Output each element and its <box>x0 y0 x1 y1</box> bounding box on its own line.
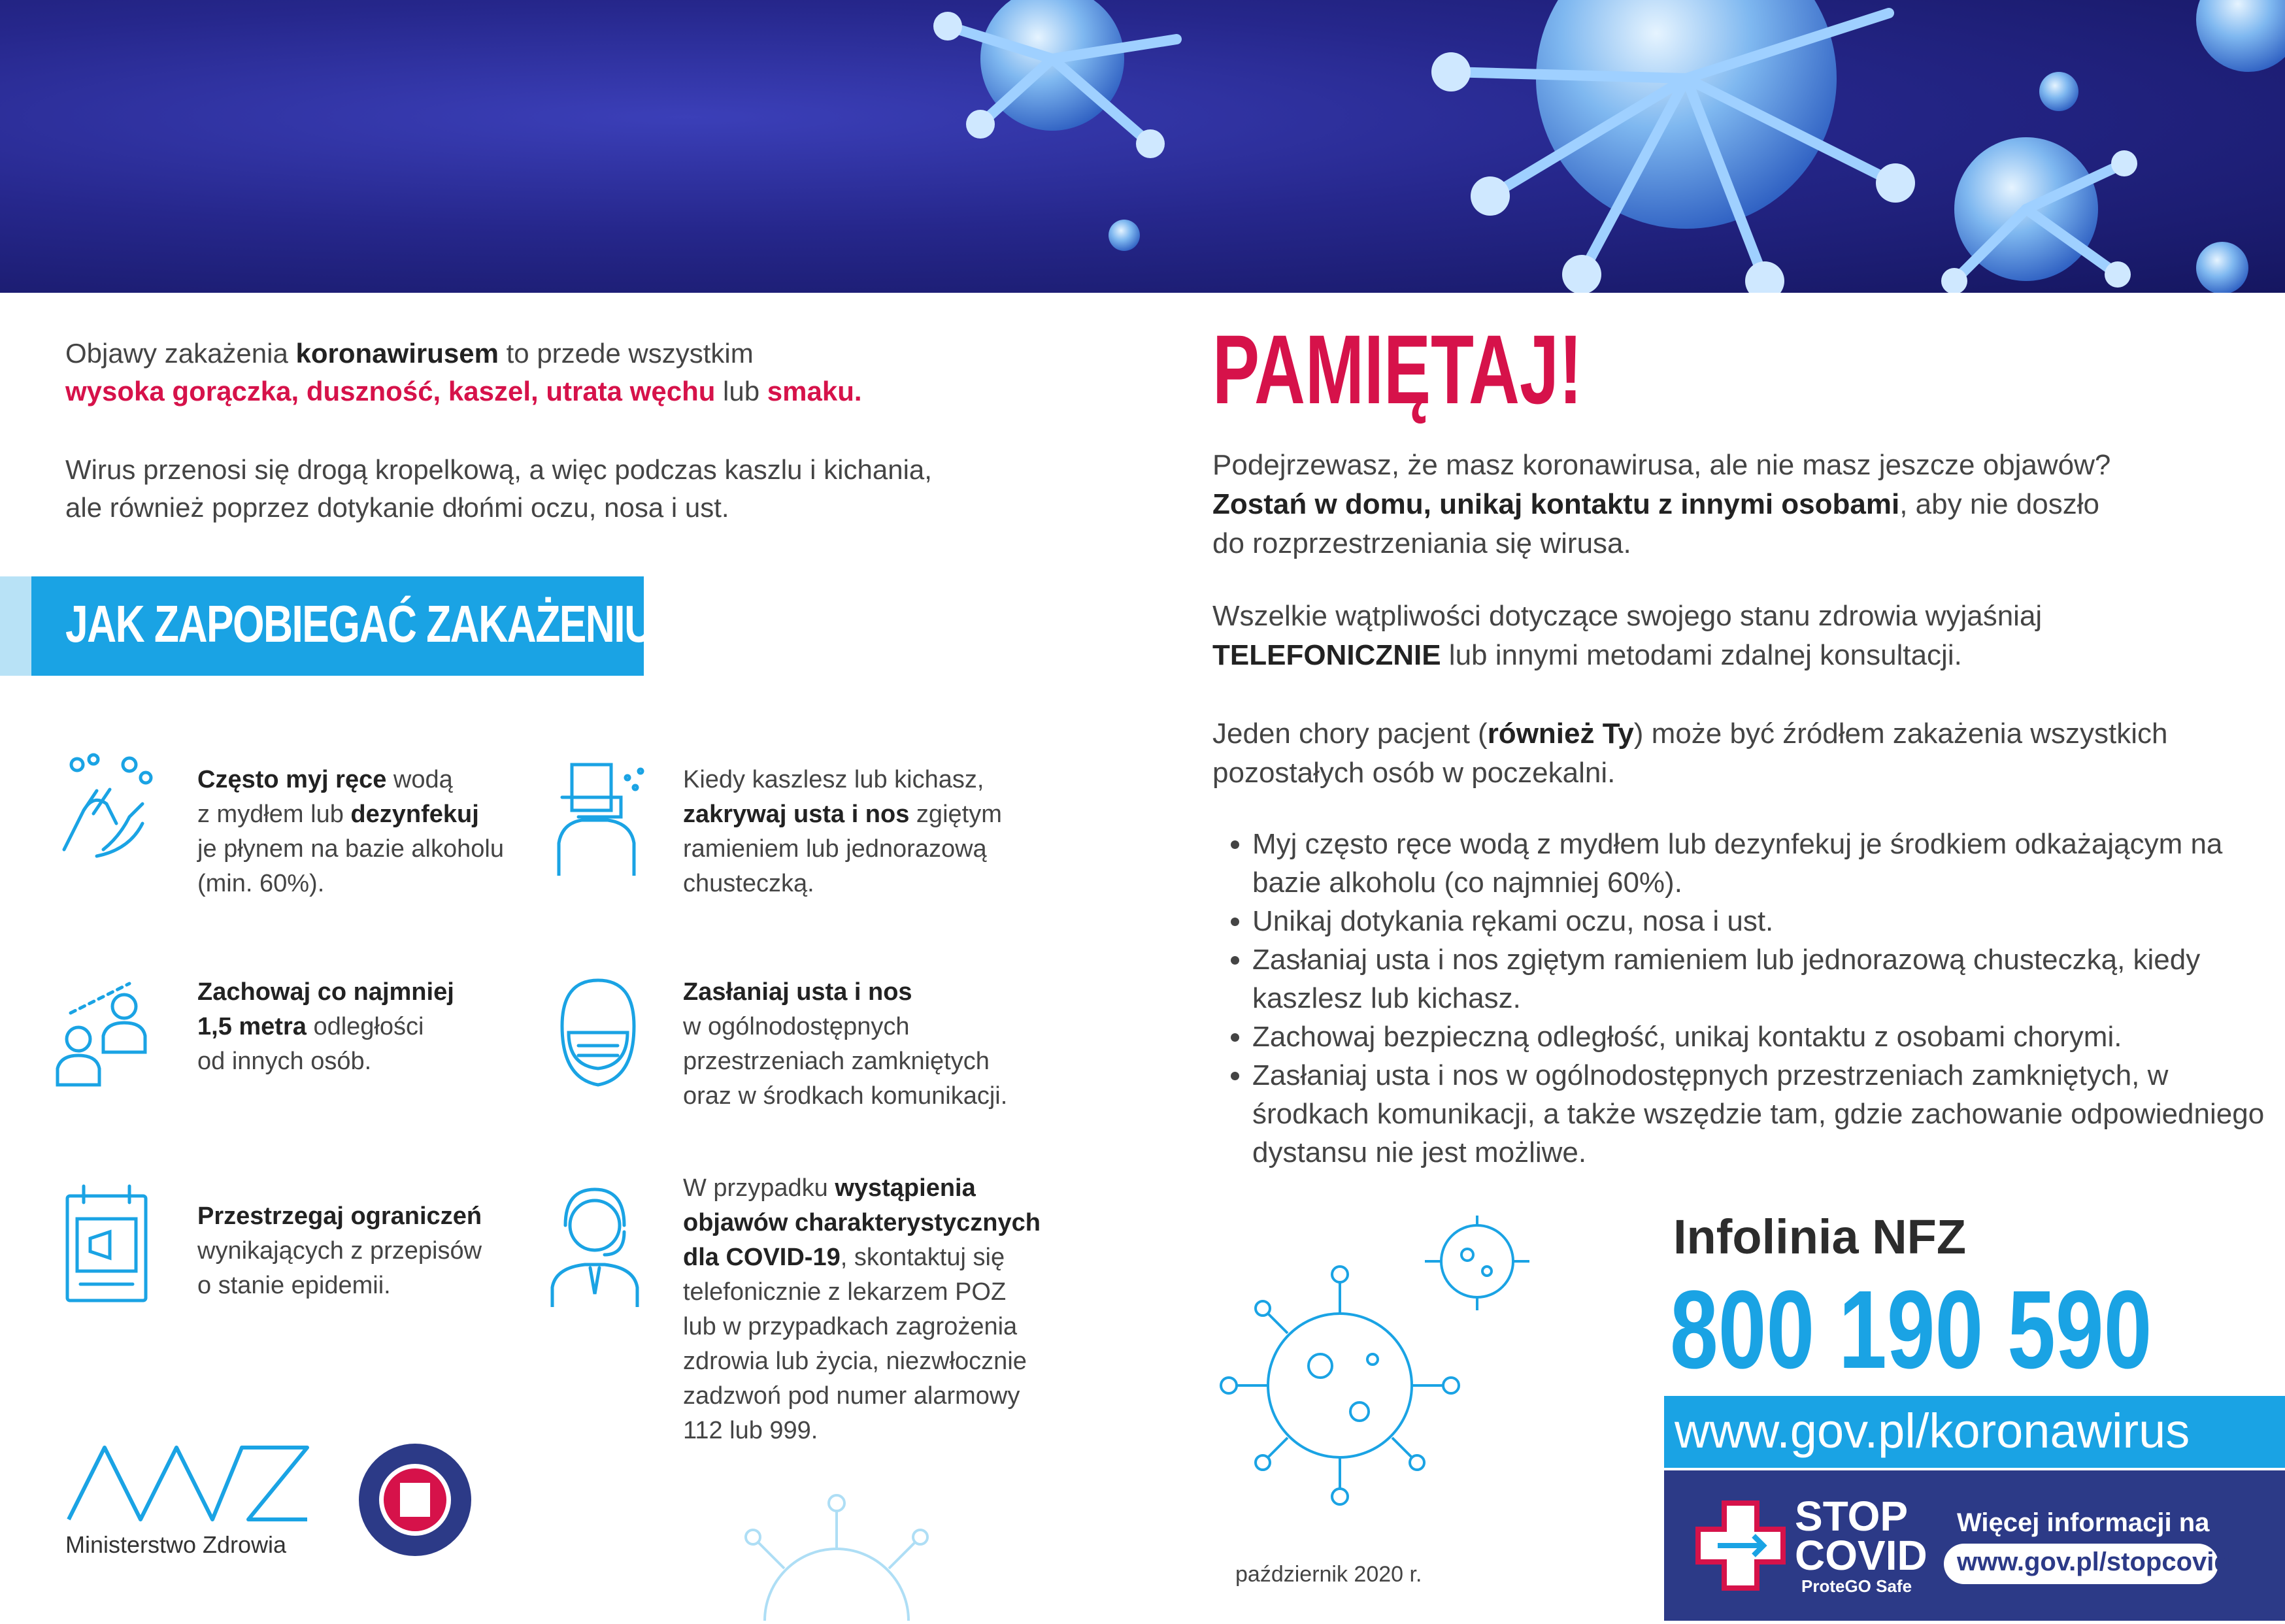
announcement-board-icon <box>58 1183 156 1307</box>
remember-text: ) może być źródłem zakażenia wszystkich <box>1633 718 2168 750</box>
stopcovid-banner <box>1664 1470 2285 1621</box>
remember-bold: również Ty <box>1487 718 1634 750</box>
tip-restrictions <box>197 1199 563 1303</box>
tip-bold: dla COVID-19 <box>683 1244 841 1271</box>
list-item: • Zasłaniaj usta i nos w ogólnodostępnych przestrzeniach zamkniętych, w środkach komunikacji, a także wszędzie tam, gdzie zachowanie odpowiedniego dystansu nie jest możliwe. <box>1252 1056 2272 1172</box>
cough-elbow-icon <box>549 752 647 876</box>
distance-icon <box>51 967 149 1091</box>
tip-text: zdrowia lub życia, niezwłocznie <box>683 1348 1027 1375</box>
tip-text: od innych osób. <box>197 1048 372 1075</box>
remember-text: Jeden chory pacjent ( <box>1212 718 1488 750</box>
remember-para-2 <box>1212 597 2258 675</box>
ministry-label: Ministerstwo Zdrowia <box>65 1531 287 1558</box>
stopcovid-line: STOP <box>1795 1493 1909 1540</box>
infoline-label: Infolinia NFZ <box>1673 1210 1967 1264</box>
tip-text: 112 lub 999. <box>683 1417 818 1444</box>
tip-text: Kiedy kaszlesz lub kichasz, <box>683 766 984 793</box>
infoline-number: 800 190 590 <box>1670 1268 2152 1392</box>
list-item: • Zachowaj bezpieczną odległość, unikaj kontaktu z osobami chorymi. <box>1252 1018 2272 1056</box>
tip-text: , skontaktuj się <box>840 1244 1005 1271</box>
tip-text: odległości <box>306 1013 424 1040</box>
tip-bold: Zasłaniaj usta i nos <box>683 978 912 1006</box>
website-link[interactable]: www.gov.pl/koronawirus <box>1675 1404 2190 1458</box>
symptoms-highlight: wysoka gorączka, duszność, kaszel, utrata węchu <box>65 376 716 406</box>
stopcovid-link[interactable]: www.gov.pl/stopcovid <box>1957 1548 2230 1576</box>
tip-distance <box>197 975 563 1079</box>
tip-text: oraz w środkach komunikacji. <box>683 1082 1008 1110</box>
tip-text: przestrzeniach zamkniętych <box>683 1048 990 1075</box>
tip-text: ramieniem lub jednorazową <box>683 835 987 863</box>
publication-date: październik 2020 r. <box>1235 1562 1422 1587</box>
remember-title: PAMIĘTAJ! <box>1212 314 1582 424</box>
tip-text: w ogólnodostępnych <box>683 1013 910 1040</box>
tip-text: lub w przypadkach zagrożenia <box>683 1313 1018 1340</box>
tip-text: je płynem na bazie alkoholu <box>197 835 504 863</box>
list-item: • Zasłaniaj usta i nos zgiętym ramieniem lub jednorazową chusteczką, kiedy kaszlesz lub kichasz. <box>1252 940 2272 1018</box>
intro-bold: koronawirusem <box>295 338 499 369</box>
virus-decoration-faint <box>712 1483 961 1621</box>
sanitary-inspection-seal <box>356 1441 474 1559</box>
remember-para-3 <box>1212 714 2258 793</box>
tip-bold: objawów charakterystycznych <box>683 1209 1041 1236</box>
remember-bullet-list <box>1216 825 2272 1172</box>
tip-text: chusteczką. <box>683 870 814 897</box>
tip-cough <box>683 763 1049 901</box>
tip-handwash <box>197 763 563 901</box>
handwash-icon <box>58 752 156 876</box>
intro-text: lub <box>715 376 767 406</box>
virus-banner-image <box>0 0 2285 293</box>
list-item: • Myj często ręce wodą z mydłem lub dezynfekuj je środkiem odkażającym na bazie alkoholu (co najmniej 60%). <box>1252 825 2272 902</box>
remember-text: , aby nie doszło <box>1899 488 2099 520</box>
header-banner <box>0 0 2285 293</box>
more-info-label: Więcej informacji na <box>1957 1508 2210 1537</box>
section-accent-bar <box>0 576 31 676</box>
intro-transmission <box>65 451 1078 527</box>
intro-symptoms <box>65 335 1046 410</box>
tip-text: zgiętym <box>909 801 1002 828</box>
intro-text: to przede wszystkim <box>498 338 754 369</box>
tip-bold: dezynfekuj <box>350 801 479 828</box>
tip-bold: 1,5 metra <box>197 1013 307 1040</box>
tip-text: (min. 60%). <box>197 870 325 897</box>
remember-bold: Zostań w domu, unikaj kontaktu z innymi osobami <box>1212 488 1900 520</box>
intro-line: ale również poprzez dotykanie dłońmi oczu, nosa i ust. <box>65 492 729 523</box>
intro-line: Wirus przenosi się drogą kropelkową, a więc podczas kaszlu i kichania, <box>65 454 932 485</box>
tip-text: o stanie epidemii. <box>197 1272 391 1299</box>
tip-bold: Zachowaj co najmniej <box>197 978 454 1006</box>
tip-text: telefonicznie z lekarzem POZ <box>683 1278 1007 1306</box>
ministry-logo <box>65 1441 314 1523</box>
virus-decoration <box>1209 1216 1575 1621</box>
section-title: JAK ZAPOBIEGAĆ ZAKAŻENIU? <box>65 595 677 653</box>
stopcovid-line: COVID <box>1795 1532 1927 1579</box>
tip-text: z mydłem lub <box>197 801 351 828</box>
face-mask-icon <box>549 967 647 1091</box>
remember-text: Podejrzewasz, że masz koronawirusa, ale nie masz jeszcze objawów? <box>1212 449 2111 481</box>
tip-text: zadzwoń pod numer alarmowy <box>683 1382 1020 1410</box>
tip-text: W przypadku <box>683 1174 835 1202</box>
remember-text: lub innymi metodami zdalnej konsultacji. <box>1441 639 1962 671</box>
remember-text: do rozprzestrzeniania się wirusa. <box>1212 527 1631 559</box>
tip-bold: Często myj ręce <box>197 766 387 793</box>
remember-bold: TELEFONICZNIE <box>1212 639 1441 671</box>
tip-contact-doctor <box>683 1171 1049 1448</box>
stopcovid-subtitle: ProteGO Safe <box>1801 1576 1912 1596</box>
tip-bold: zakrywaj usta i nos <box>683 801 910 828</box>
remember-text: pozostałych osób w poczekalni. <box>1212 757 1616 789</box>
tip-text: wodą <box>386 766 453 793</box>
stopcovid-logo-text <box>1795 1493 1927 1597</box>
list-item: • Unikaj dotykania rękami oczu, nosa i ust. <box>1252 902 2272 940</box>
tip-bold: Przestrzegaj ograniczeń <box>197 1202 482 1230</box>
remember-para-1 <box>1212 446 2258 563</box>
remember-text: Wszelkie wątpliwości dotyczące swojego stanu zdrowia wyjaśniaj <box>1212 600 2043 632</box>
stopcovid-cross-icon <box>1692 1497 1790 1595</box>
intro-text: Objawy zakażenia <box>65 338 296 369</box>
tip-bold: wystąpienia <box>835 1174 976 1202</box>
tip-text: wynikających z przepisów <box>197 1237 482 1265</box>
symptoms-highlight: smaku. <box>767 376 862 406</box>
tip-mask <box>683 975 1049 1114</box>
